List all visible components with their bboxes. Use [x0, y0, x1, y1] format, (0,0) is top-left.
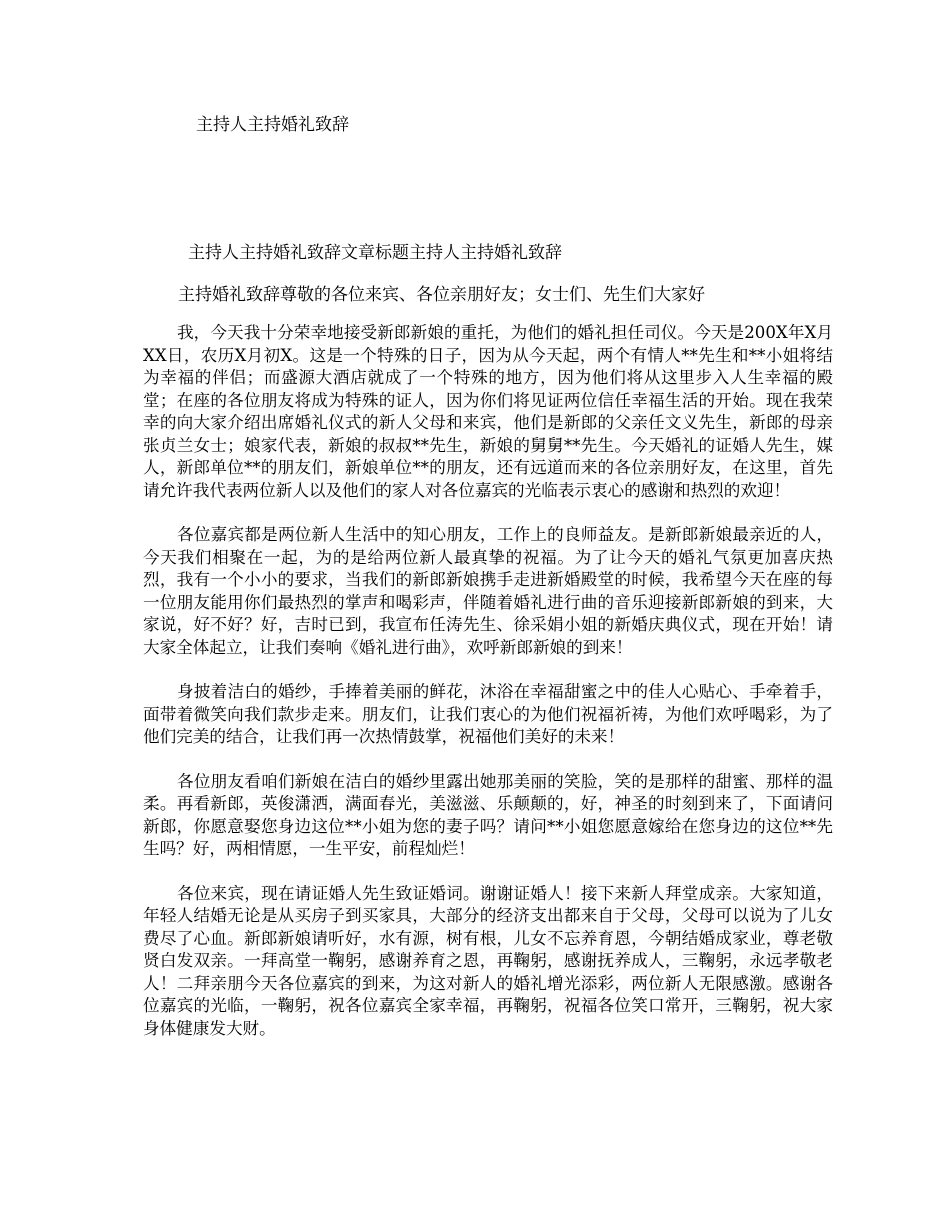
paragraph-1: 我，今天我十分荣幸地接受新郎新娘的重托，为他们的婚礼担任司仪。今天是200X年X月XX日，农历X月初X。这是一个特殊的日子，因为从今天起，两个有情人**先生和**小姐将结为幸福的伴侣；而盛源大酒店就成了一个特殊的地方，因为他们将从这里步入人生幸福的殿堂；在座的各位朋友将成为特殊的证人，因为你们将见证两位信任幸福生活的开始。现在我荣幸的向大家介绍出席婚礼仪式的新人父母和来宾，他们是新郎的父亲任文义先生，新郎的母亲张贞兰女士；娘家代表，新娘的叔叔**先生，新娘的舅舅**先生。今天婚礼的证婚人先生，媒人，新郎单位**的朋友们，新娘单位**的朋友，还有远道而来的各位亲朋好友，在这里，首先请允许我代表两位新人以及他们的家人对各位嘉宾的光临表示衷心的感谢和热烈的欢迎！: [143, 323, 833, 500]
greeting-line: 主持婚礼致辞尊敬的各位来宾、各位亲朋好友；女士们、先生们大家好: [178, 285, 705, 305]
paragraph-5: 各位来宾，现在请证婚人先生致证婚词。谢谢证婚人！接下来新人拜堂成亲。大家知道，年轻人结婚无论是从买房子到买家具，大部分的经济支出都来自于父母，父母可以说为了儿女费尽了心血。新郎新娘请听好，水有源，树有根，儿女不忘养育恩，今朝结婚成家业，尊老敬贤白发双亲。一拜高堂一鞠躬，感谢养育之恩，再鞠躬，感谢抚养成人，三鞠躬，永远孝敬老人！二拜亲朋今天各位嘉宾的到来，为这对新人的婚礼增光添彩，两位新人无限感激。感谢各位嘉宾的光临，一鞠躬，祝各位嘉宾全家幸福，再鞠躬，祝福各位笑口常开，三鞠躬，祝大家身体健康发大财。: [143, 883, 833, 1038]
document-title: 主持人主持婚礼致辞: [196, 115, 349, 135]
paragraph-3: 身披着洁白的婚纱，手捧着美丽的鲜花，沐浴在幸福甜蜜之中的佳人心贴心、手牵着手，面带着微笑向我们款步走来。朋友们，让我们衷心的为他们祝福祈祷，为他们欢呼喝彩，为了他们完美的结合，让我们再一次热情鼓掌，祝福他们美好的未来！: [143, 682, 833, 746]
document-body: [143, 322, 833, 1062]
article-subtitle: 主持人主持婚礼致辞文章标题主持人主持婚礼致辞: [188, 243, 562, 263]
paragraph-4: 各位朋友看咱们新娘在洁白的婚纱里露出她那美丽的笑脸，笑的是那样的甜蜜、那样的温柔。再看新郎，英俊潇洒，满面春光，美滋滋、乐颠颠的，好，神圣的时刻到来了，下面请问新郎，你愿意娶您身边这位**小姐为您的妻子吗？请问**小姐您愿意嫁给在您身边的这位**先生吗？好，两相情愿，一生平安，前程灿烂！: [143, 771, 833, 858]
paragraph-2: 各位嘉宾都是两位新人生活中的知心朋友，工作上的良师益友。是新郎新娘最亲近的人，今天我们相聚在一起，为的是给两位新人最真挚的祝福。为了让今天的婚礼气氛更加喜庆热烈，我有一个小小的要求，当我们的新郎新娘携手走进新婚殿堂的时候，我希望今天在座的每一位朋友能用你们最热烈的掌声和喝彩声，伴随着婚礼进行曲的音乐迎接新郎新娘的到来，大家说，好不好？好，吉时已到，我宣布任涛先生、徐采娟小姐的新婚庆典仪式，现在开始！请大家全体起立，让我们奏响《婚礼进行曲》，欢呼新郎新娘的到来！: [143, 525, 833, 657]
